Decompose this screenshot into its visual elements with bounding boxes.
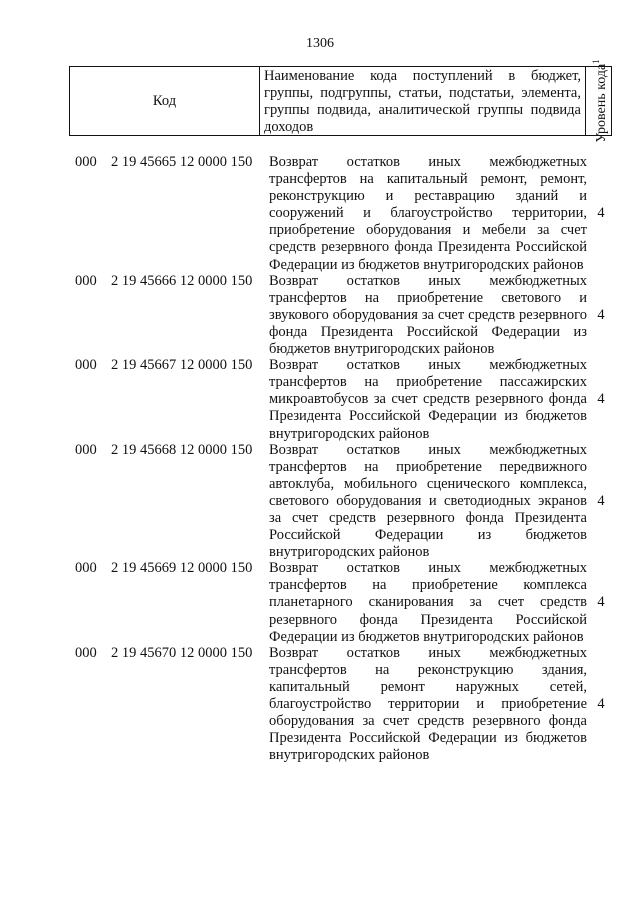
row-prefix: 000 — [75, 441, 97, 458]
page-number: 1306 — [306, 36, 334, 51]
row-name: Возврат остатков иных межбюджетных трансфертов на приобретение светового и звукового оборудования за счет средств резервного фонда Президента Российской Федерации из бюджетов внутригородских районов — [269, 272, 587, 358]
row-code: 2 19 45668 12 0000 150 — [111, 441, 253, 458]
header-code: Код — [70, 67, 260, 135]
header-level — [586, 59, 611, 143]
row-code: 2 19 45665 12 0000 150 — [111, 154, 253, 170]
row-level: 4 — [597, 306, 605, 323]
table-row — [75, 442, 615, 562]
row-prefix: 000 — [75, 272, 97, 289]
row-prefix: 000 — [75, 560, 97, 577]
row-prefix: 000 — [75, 644, 97, 661]
row-code: 2 19 45666 12 0000 150 — [111, 272, 253, 289]
row-name: Возврат остатков иных межбюджетных трансфертов на реконструкцию здания, капитальный ремонт наружных сетей, благоустройство территории и приобретение оборудования за счет средств резервного фонда Президента Российской Федерации из бюджетов внутригородских районов — [269, 644, 587, 764]
table-row — [75, 560, 615, 645]
row-name: Возврат остатков иных межбюджетных трансфертов на приобретение пассажирских микроавтобусов за счет средств резервного фонда Президента Российской Федерации из бюджетов внутригородских районов — [269, 357, 587, 442]
row-level: 4 — [597, 205, 605, 222]
table-body — [75, 154, 615, 764]
row-level: 4 — [597, 594, 605, 611]
table-header — [69, 59, 612, 143]
row-code: 2 19 45669 12 0000 150 — [111, 560, 253, 577]
table-row — [75, 154, 615, 274]
header-level-footnote: 1 — [590, 59, 601, 64]
header-level-label: Уровень кода$^1$ — [590, 59, 609, 143]
header-name: Наименование кода поступлений в бюджет, группы, подгруппы, статьи, подстатьи, элемента, группы подвида, аналитической группы подвида доходов — [260, 67, 586, 135]
row-level: 4 — [597, 391, 605, 408]
row-code: 2 19 45667 12 0000 150 — [111, 357, 253, 374]
row-level: 4 — [597, 696, 605, 713]
table-row — [75, 273, 615, 358]
table-row — [75, 645, 615, 765]
row-prefix: 000 — [75, 154, 97, 170]
row-code: 2 19 45670 12 0000 150 — [111, 644, 253, 661]
table-row — [75, 357, 615, 442]
row-prefix: 000 — [75, 357, 97, 374]
row-name: Возврат остатков иных межбюджетных трансфертов на капитальный ремонт, ремонт, реконструкцию и реставрацию зданий и сооружений и благоустройство территории, приобретение оборудования и мебели за счет средств резервного фонда Президента Российской Федерации из бюджетов внутригородских районов — [269, 154, 587, 273]
row-level: 4 — [597, 492, 605, 509]
row-name: Возврат остатков иных межбюджетных трансфертов на приобретение комплекса планетарного сканирования за счет средств резервного фонда Президента Российской Федерации из бюджетов внутригородских районов — [269, 560, 587, 645]
row-name: Возврат остатков иных межбюджетных трансфертов на приобретение передвижного автоклуба, мобильного сценического комплекса, светового оборудования и светодиодных экранов за счет средств резервного фонда Президента Российской Федерации из бюджетов внутригородских районов — [269, 441, 587, 561]
